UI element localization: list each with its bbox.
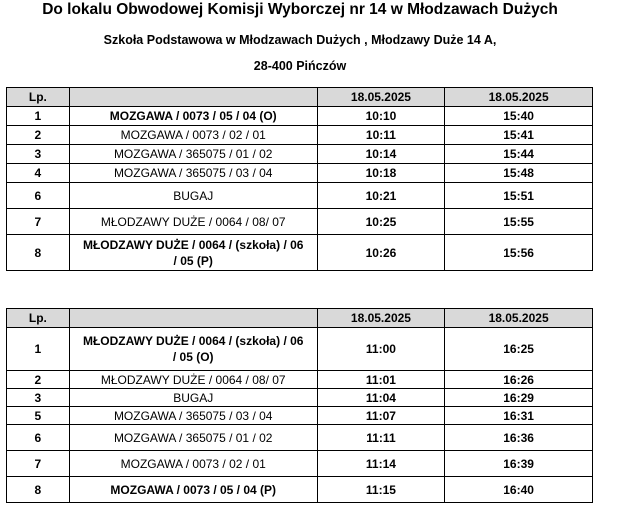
row-time-1: 10:26: [317, 235, 445, 271]
row-time-1: 10:21: [317, 183, 445, 209]
table-row: [7, 407, 593, 425]
table-row: [7, 164, 593, 183]
row-stop: MOZGAWA / 365075 / 03 / 04: [69, 407, 317, 425]
header-stop: [69, 88, 317, 107]
row-lp: 6: [7, 425, 70, 451]
row-time-1: 10:11: [317, 126, 445, 145]
row-time-1: 10:25: [317, 209, 445, 235]
header-date-1: 18.05.2025: [317, 88, 445, 107]
row-lp: 1: [7, 328, 70, 371]
row-time-2: 15:48: [445, 164, 593, 183]
row-time-1: 10:14: [317, 145, 445, 164]
table-row: [7, 425, 593, 451]
row-time-1: 11:04: [317, 389, 445, 407]
row-lp: 4: [7, 164, 70, 183]
table-header-row: [7, 88, 593, 107]
row-stop: BUGAJ: [69, 389, 317, 407]
row-stop: MOZGAWA / 0073 / 02 / 01: [69, 451, 317, 477]
row-time-2: 16:29: [445, 389, 593, 407]
row-lp: 2: [7, 371, 70, 389]
row-time-2: 15:40: [445, 107, 593, 126]
row-time-1: 10:10: [317, 107, 445, 126]
table-header-row: [7, 309, 593, 328]
row-stop: MŁODZAWY DUŻE / 0064 / (szkoła) / 06 / 05 (P): [69, 235, 317, 271]
table-row: [7, 209, 593, 235]
row-time-2: 15:56: [445, 235, 593, 271]
row-stop: MOZGAWA / 365075 / 03 / 04: [69, 164, 317, 183]
row-stop: BUGAJ: [69, 183, 317, 209]
address-line-2: 28-400 Pińczów: [253, 59, 347, 73]
row-lp: 8: [7, 235, 70, 271]
header-date-2: 18.05.2025: [445, 309, 593, 328]
row-time-2: 16:39: [445, 451, 593, 477]
table-row: [7, 477, 593, 503]
header-stop: [69, 309, 317, 328]
header-lp: Lp.: [7, 88, 70, 107]
row-lp: 7: [7, 451, 70, 477]
row-time-2: 15:51: [445, 183, 593, 209]
row-lp: 5: [7, 407, 70, 425]
row-stop: MOZGAWA / 365075 / 01 / 02: [69, 425, 317, 451]
row-time-2: 16:31: [445, 407, 593, 425]
row-time-2: 15:55: [445, 209, 593, 235]
header-date-1: 18.05.2025: [317, 309, 445, 328]
row-time-2: 16:40: [445, 477, 593, 503]
row-time-1: 11:01: [317, 371, 445, 389]
row-stop: MŁODZAWY DUŻE / 0064 / 08/ 07: [69, 209, 317, 235]
table-row: [7, 451, 593, 477]
row-time-1: 11:15: [317, 477, 445, 503]
row-lp: 2: [7, 126, 70, 145]
table-row: [7, 183, 593, 209]
table-row: [7, 389, 593, 407]
row-lp: 3: [7, 389, 70, 407]
table-row: [7, 235, 593, 271]
row-stop: MOZGAWA / 0073 / 02 / 01: [69, 126, 317, 145]
row-lp: 7: [7, 209, 70, 235]
row-stop: MOZGAWA / 0073 / 05 / 04 (O): [69, 107, 317, 126]
header-date-2: 18.05.2025: [445, 88, 593, 107]
table-row: [7, 145, 593, 164]
row-stop: MOZGAWA / 0073 / 05 / 04 (P): [69, 477, 317, 503]
row-time-1: 10:18: [317, 164, 445, 183]
table-row: [7, 328, 593, 371]
row-time-1: 11:07: [317, 407, 445, 425]
row-time-1: 11:14: [317, 451, 445, 477]
table-row: [7, 126, 593, 145]
row-time-2: 15:44: [445, 145, 593, 164]
row-lp: 3: [7, 145, 70, 164]
header-lp: Lp.: [7, 309, 70, 328]
row-lp: 1: [7, 107, 70, 126]
row-time-2: 16:36: [445, 425, 593, 451]
table-row: [7, 107, 593, 126]
row-stop: MOZGAWA / 365075 / 01 / 02: [69, 145, 317, 164]
address-line-1: Szkoła Podstawowa w Młodzawach Dużych , Młodzawy Duże 14 A,: [103, 33, 497, 47]
row-stop: MŁODZAWY DUŻE / 0064 / (szkoła) / 06 / 05 (O): [69, 328, 317, 371]
row-stop: MŁODZAWY DUŻE / 0064 / 08/ 07: [69, 371, 317, 389]
schedule-table-2: [6, 308, 593, 503]
table-row: [7, 371, 593, 389]
row-time-2: 16:25: [445, 328, 593, 371]
row-time-2: 15:41: [445, 126, 593, 145]
row-time-1: 11:11: [317, 425, 445, 451]
schedule-table-1: [6, 87, 593, 271]
row-lp: 8: [7, 477, 70, 503]
page-title: Do lokalu Obwodowej Komisji Wyborczej nr 14 w Młodzawach Dużych: [42, 1, 558, 18]
row-time-1: 11:00: [317, 328, 445, 371]
row-time-2: 16:26: [445, 371, 593, 389]
row-lp: 6: [7, 183, 70, 209]
